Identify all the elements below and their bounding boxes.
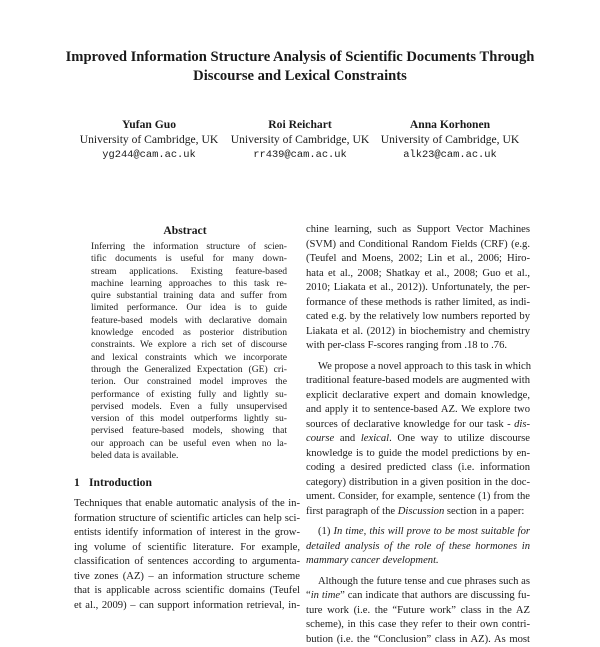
abstract-heading: Abstract	[75, 224, 295, 238]
abstract-line: pervised feature-based models, showing that	[91, 425, 287, 437]
body-line: 2010; Liakata et al., 2012)). Unfortunately, the per-	[306, 281, 530, 296]
body-line: hata et al., 2008; Shatkay et al., 2008; Guo et al.,	[306, 267, 530, 282]
author-affiliation: University of Cambridge, UK	[64, 132, 234, 148]
emphasis-span: mammary cancer development.	[306, 555, 439, 566]
abstract-line: knowledge encoded as posterior distribution	[91, 327, 287, 339]
body-line: category) distribution in a given position in the doc-	[306, 476, 530, 491]
abstract-line: feature-based models with declarative domain	[91, 315, 287, 327]
body-line: that is applicable across scientific domains (Teufel	[74, 584, 300, 599]
body-line: scheme), in this case they refer to their own contri-	[306, 618, 530, 633]
abstract-line: performance of existing fully and lightly su-	[91, 389, 287, 401]
body-line: tive zones (AZ) – an information structure scheme	[74, 570, 300, 585]
body-line: with per-class F-scores ranging from .18 to .76.	[306, 339, 530, 354]
title-line: Discourse and Lexical Constraints	[40, 67, 560, 86]
body-line: explicit declarative expert and domain knowledge,	[306, 389, 530, 404]
abstract-line: version of this model outperforms lightly su-	[91, 413, 287, 425]
body-line: traditional feature-based models are augmented with	[306, 374, 530, 389]
body-line: and apply it to sentence-based AZ. We explore two	[306, 403, 530, 418]
body-line: (SVM) and Conditional Random Fields (CRF) (e.g.	[306, 238, 530, 253]
body-line: Although the future tense and cue phrases such as	[306, 575, 530, 590]
body-line	[306, 589, 530, 604]
right-column	[306, 223, 530, 647]
body-line	[306, 432, 530, 447]
author-block	[64, 118, 234, 162]
abstract-line: tific documents is useful for many down-	[91, 253, 287, 265]
abstract-body	[91, 241, 287, 462]
example-line	[306, 525, 530, 540]
example-line	[306, 540, 530, 555]
body-line: classification of sentences according to argumenta-	[74, 555, 300, 570]
body-line	[306, 418, 530, 433]
abstract-line: through the Generalized Expectation (GE) cri-	[91, 364, 287, 376]
body-line: et al., 2009) – can support information retrieval, in-	[74, 599, 300, 614]
body-line: cated e.g. by the relatively low numbers reported by	[306, 310, 530, 325]
section-title: Introduction	[89, 476, 152, 489]
text-span: and	[334, 433, 361, 444]
abstract-line: stream applications. Existing feature-based	[91, 266, 287, 278]
author-email: yg244@cam.ac.uk	[64, 148, 234, 162]
text-span: . One way to utilize discourse	[389, 433, 530, 444]
abstract-line: terion. Our constrained model improves the	[91, 376, 287, 388]
text-span: first paragraph of the	[306, 506, 398, 517]
author-block	[365, 118, 535, 162]
body-line: Techniques that enable automatic analysis of the in-	[74, 497, 300, 512]
text-span: ” can indicate that authors are discussing fu-	[340, 590, 530, 601]
abstract-line: beled data is available.	[91, 450, 287, 462]
body-line: coding a desired predicted class (i.e. information	[306, 461, 530, 476]
abstract-line: and lexical constraints which we incorporate	[91, 352, 287, 364]
example-number: (1)	[318, 526, 333, 537]
emphasis-span: course	[306, 433, 334, 444]
abstract-line: our approach can be useful even when no la-	[91, 438, 287, 450]
title-line: Improved Information Structure Analysis of Scientific Documents Through	[40, 48, 560, 67]
author-email: rr439@cam.ac.uk	[215, 148, 385, 162]
abstract-line: constraints. We explore a rich set of discourse	[91, 339, 287, 351]
body-line: (Teufel and Moens, 2002; Lin et al., 2006; Hiro-	[306, 252, 530, 267]
emphasis-span: dis-	[514, 419, 530, 430]
emphasis-span: lexical	[361, 433, 389, 444]
body-line: We propose a novel approach to this task in which	[306, 360, 530, 375]
emphasis-span: Discussion	[398, 506, 445, 517]
intro-left-column	[74, 497, 300, 613]
abstract-line: limited performance. Our idea is to guide	[91, 302, 287, 314]
emphasis-span: detailed analysis of the role of these hormones in	[306, 541, 530, 552]
body-line: formation structure of scientific articles can help sci-	[74, 512, 300, 527]
text-span: “	[306, 590, 311, 601]
author-affiliation: University of Cambridge, UK	[215, 132, 385, 148]
abstract-line: pervised models. Even a fully unsupervised	[91, 401, 287, 413]
author-name: Yufan Guo	[64, 118, 234, 132]
body-line: formance of these methods is rather limited, as indi-	[306, 296, 530, 311]
author-email: alk23@cam.ac.uk	[365, 148, 535, 162]
abstract-line: Inferring the information structure of scien-	[91, 241, 287, 253]
body-line: bution (i.e. the “Conclusion” class in AZ). As most	[306, 633, 530, 647]
paper-title	[40, 48, 560, 86]
author-name: Roi Reichart	[215, 118, 385, 132]
body-line: ture work (i.e. the “Future work” class in the AZ	[306, 604, 530, 619]
example-line	[306, 554, 530, 569]
section-heading	[74, 476, 152, 490]
body-line: entists identify information of interest in the grow-	[74, 526, 300, 541]
text-span: sources of declarative knowledge for our task -	[306, 419, 514, 430]
emphasis-span: in time	[311, 590, 340, 601]
author-block	[215, 118, 385, 162]
abstract-line: machine learning approaches to this task re-	[91, 278, 287, 290]
body-line: ument. Consider, for example, sentence (1) from the	[306, 490, 530, 505]
emphasis-span: In time, this will prove to be most suitable for	[333, 526, 530, 537]
abstract-line: quire substantial training data and suffer from	[91, 290, 287, 302]
body-line	[306, 505, 530, 520]
author-affiliation: University of Cambridge, UK	[365, 132, 535, 148]
body-line: knowledge is to guide the model predictions by en-	[306, 447, 530, 462]
body-line: chine learning, such as Support Vector Machines	[306, 223, 530, 238]
author-name: Anna Korhonen	[365, 118, 535, 132]
body-line: ing volume of scientific literature. For example,	[74, 541, 300, 556]
body-line: Liakata et al. (2012) in biochemistry and chemistry	[306, 325, 530, 340]
text-span: section in a paper:	[444, 506, 524, 517]
section-number: 1	[74, 476, 89, 490]
